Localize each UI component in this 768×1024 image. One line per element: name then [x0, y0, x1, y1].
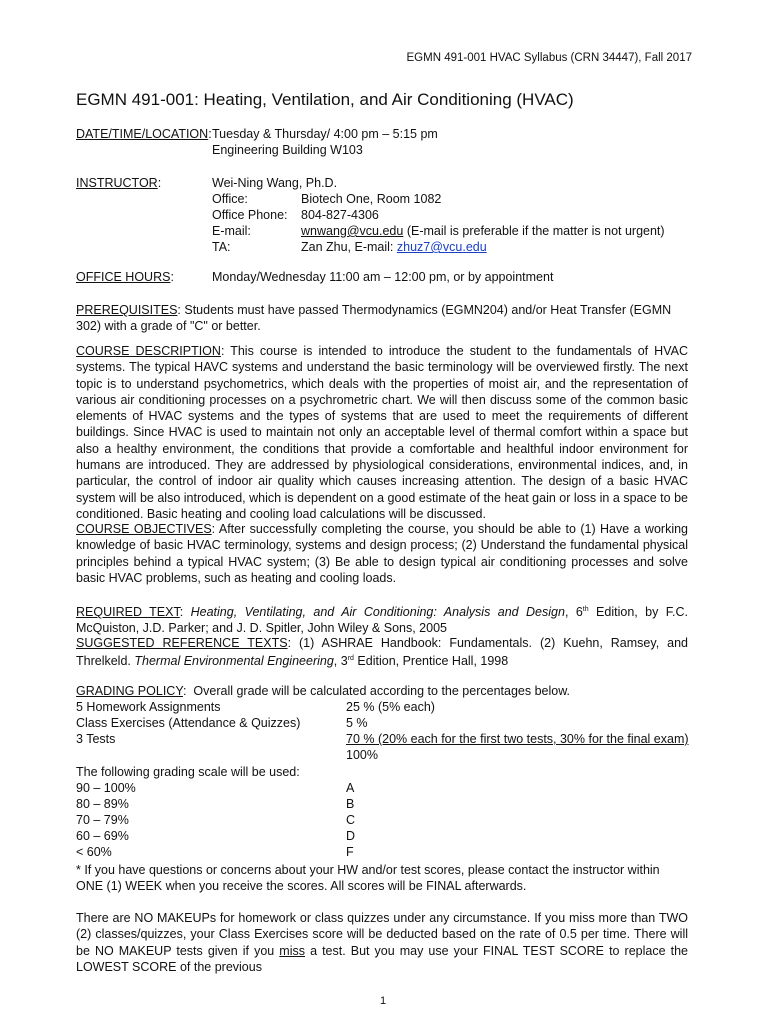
grading-note: * If you have questions or concerns about your HW and/or test scores, please contact the instructor within ONE (1) WEEK when you receive the scores. All scores will be FINAL afterwards. — [76, 863, 660, 894]
ta-name: Zan Zhu, E-mail: — [301, 240, 394, 254]
email-note: (E-mail is preferable if the matter is not urgent) — [406, 224, 665, 238]
scale-range: 60 – 69% — [76, 829, 129, 843]
scale-grade: C — [346, 813, 356, 827]
page-number: 1 — [380, 995, 387, 1007]
instructor-email-link[interactable]: wnwang@vcu.edu — [301, 224, 404, 238]
ta-email-link[interactable]: zhuz7@vcu.edu — [396, 240, 487, 254]
grading-item-name: Class Exercises (Attendance & Quizzes) — [76, 716, 301, 730]
grading-item-value: 5 % — [346, 716, 368, 730]
grading-item-name: 5 Homework Assignments — [76, 700, 221, 714]
document-title: EGMN 491-001: Heating, Ventilation, and Air Conditioning (HVAC) — [76, 90, 574, 109]
suggested-book-title: Thermal Environmental Engineering — [134, 654, 334, 669]
office-hours-label: OFFICE HOURS: — [76, 270, 174, 284]
ta-label: TA: — [212, 240, 231, 254]
grading-total: 100% — [346, 748, 378, 762]
miss-word: miss — [279, 943, 305, 958]
office-hours-text: Monday/Wednesday 11:00 am – 12:00 pm, or by appointment — [212, 270, 554, 284]
required-text-paragraph: REQUIRED TEXT: Heating, Ventilating, and Air Conditioning: Analysis and Design, 6th Edition, by F.C. McQuiston, J.D. Parker; and J. D. Spitler, John Wiley & Sons, 2005 — [76, 605, 688, 636]
course-objectives-label: COURSE OBJECTIVES — [76, 522, 212, 536]
scale-grade: D — [346, 829, 356, 843]
phone-label: Office Phone: — [212, 208, 288, 222]
grading-scale-intro: The following grading scale will be used: — [76, 765, 300, 779]
course-description-label: COURSE DESCRIPTION — [76, 344, 221, 358]
scale-grade: A — [346, 781, 355, 795]
course-description-paragraph: COURSE DESCRIPTION: This course is intended to introduce the student to the fundamentals of HVAC systems. The typical HAVC systems and understand the basic terminology will be overviewed firstly. The next topic is to understand psychometrics, which deals with the properties of moist air, and the representation of various air conditioning processes on a psychrometric chart. We will then discuss some of the common basic elements of HVAC systems and the types of systems that are used to meet the requirements of different buildings. Since HVAC is used to maintain not only an acceptable level of thermal comfort within a space but also a healthy environment, the conditions that provide a comfortable and healthful indoor environment for humans are introduced. They are addressed by physiological considerations, environmental indices, and, in particular, the control of indoor air quality which causes increasing attention. The design of a basic HVAC system will be also introduced, which is dependent on a good estimate of the heat gain or loss in a space to be conditioned. Basic heating and cooling load calculations will be discussed. — [76, 344, 688, 521]
prerequisites-label: PREREQUISITES — [76, 303, 178, 317]
course-objectives-paragraph: COURSE OBJECTIVES: After successfully completing the course, you should be able to (1) Have a working knowledge of basic HVAC terminology, systems and design process; (2) Understand the fundamental physical principles behind a typical HVAC system; (3) Be able to design typical air conditioning processes and solve basic HVAC problems, such as heating and cooling loads. — [76, 522, 688, 585]
scale-range: < 60% — [76, 845, 112, 859]
grading-intro: Overall grade will be calculated according to the percentages below. — [193, 684, 571, 698]
office-value: Biotech One, Room 1082 — [301, 192, 442, 206]
course-description-text: This course is intended to introduce the student to the fundamentals of HVAC systems. The typical HAVC systems and understand the basic terminology will be overviewed firstly. The next topic is to understand psychometrics, which deals with the properties of moist air, and the representation of various air conditioning processes on a psychrometric chart. We will then discuss some of the common basic elements of HVAC systems and the types of systems that are used to meet the requirements of different buildings. Since HVAC is used to maintain not only an acceptable level of thermal comfort within a space but also a healthy environment, the conditions that provide a comfortable and healthful indoor environment for humans are introduced. They are addressed by physiological considerations, environmental indices, and, in particular, the control of indoor air quality which causes increasing attention. The design of a basic HVAC system will be also introduced, which is dependent on a good estimate of the heat gain or loss in a space to be conditioned. Basic heating and cooling load calculations will be discussed. — [76, 344, 688, 521]
scale-grade: F — [346, 845, 354, 859]
instructor-label: INSTRUCTOR: — [76, 176, 162, 190]
ta-row — [301, 240, 487, 254]
prerequisites-paragraph: PREREQUISITES: Students must have passed Thermodynamics (EGMN204) and/or Heat Transfer (EGMN 302) with a grade of "C" or better. — [76, 303, 672, 334]
scale-range: 70 – 79% — [76, 813, 129, 827]
instructor-name: Wei-Ning Wang, Ph.D. — [212, 176, 338, 190]
grading-label: GRADING POLICY — [76, 684, 183, 698]
required-text-label: REQUIRED TEXT — [76, 605, 180, 620]
email-row — [301, 224, 665, 238]
course-objectives-text: After successfully completing the course, you should be able to (1) Have a working knowledge of basic HVAC terminology, systems and design process; (2) Understand the fundamental physical principles behind a typical HVAC system; (3) Be able to design typical air conditioning processes and solve basic HVAC problems, such as heating and cooling loads. — [76, 522, 688, 585]
suggested-texts-label: SUGGESTED REFERENCE TEXTS — [76, 636, 288, 650]
prerequisites-text: Students must have passed Thermodynamics (EGMN204) and/or Heat Transfer (EGMN 302) with a grade of "C" or better. — [76, 303, 672, 334]
grading-item-value: 70 % (20% each for the first two tests, 30% for the final exam) — [346, 732, 689, 746]
running-header: EGMN 491-001 HVAC Syllabus (CRN 34447), Fall 2017 — [406, 52, 692, 64]
email-label: E-mail: — [212, 224, 251, 238]
scale-grade: B — [346, 797, 355, 811]
suggested-texts-paragraph: SUGGESTED REFERENCE TEXTS: (1) ASHRAE Handbook: Fundamentals. (2) Kuehn, Ramsey, and Threlkeld. Thermal Environmental Engineering, 3rd Edition, Prentice Hall, 1998 — [76, 636, 688, 669]
office-label: Office: — [212, 192, 248, 206]
phone-value: 804-827-4306 — [301, 208, 379, 222]
grading-heading: GRADING POLICY: Overall grade will be calculated according to the percentages below. — [76, 684, 571, 698]
datetime-line2: Engineering Building W103 — [212, 143, 363, 157]
datetime-label: DATE/TIME/LOCATION: — [76, 127, 212, 141]
scale-range: 90 – 100% — [76, 781, 136, 795]
makeup-paragraph: There are NO MAKEUPs for homework or class quizzes under any circumstance. If you miss more than TWO (2) classes/quizzes, your Class Exercises score will be deducted based on the rate of 0.5 per time. There will be NO MAKEUP tests given if you miss a test. But you may use your FINAL TEST SCORE to replace the LOWEST SCORE of the previous — [76, 911, 688, 974]
grading-item-name: 3 Tests — [76, 732, 116, 746]
datetime-line1: Tuesday & Thursday/ 4:00 pm – 5:15 pm — [212, 127, 438, 141]
required-book-title: Heating, Ventilating, and Air Conditioning: Analysis and Design — [190, 605, 565, 620]
required-text-rest: Edition, by F.C. McQuiston, J.D. Parker; and J. D. Spitler, John Wiley & Sons, 2005 — [76, 605, 688, 636]
grading-item-value: 25 % (5% each) — [346, 700, 435, 714]
scale-range: 80 – 89% — [76, 797, 129, 811]
